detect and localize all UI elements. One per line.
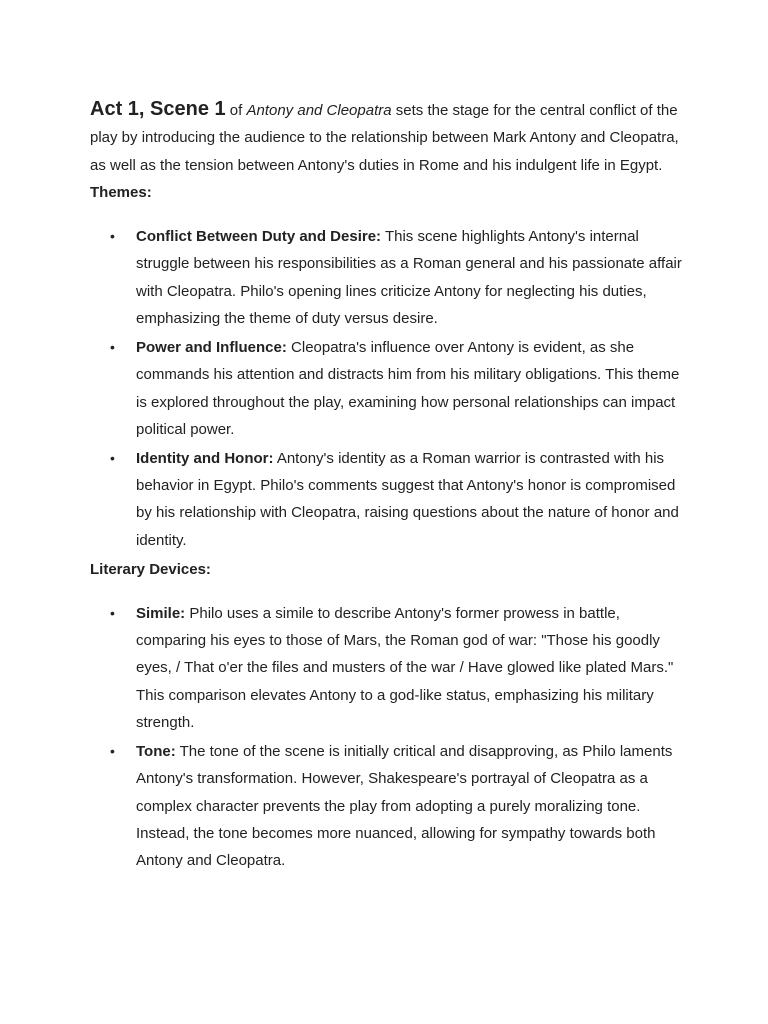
item-text: Philo uses a simile to describe Antony's former prowess in battle, comparing his eyes to those of Mars, the Roman god of war: "Those his goodly eyes, / That o'er the files and musters of the war / Have glowed like plated Mars." This comparison elevates Antony to a god-like status, emphasizing his military strength. (136, 604, 674, 732)
list-item (90, 445, 682, 554)
bullet-icon: • (110, 228, 115, 245)
item-text: Antony's identity as a Roman warrior is contrasted with his behavior in Egypt. Philo's comments suggest that Antony's honor is compromised by his relationship with Cleopatra, raising questions about the nature of honor and identity. (136, 449, 679, 549)
intro-paragraph (90, 96, 682, 179)
item-term: Tone: (136, 742, 176, 760)
list-item (90, 334, 682, 443)
intro-connector: of (225, 102, 247, 119)
item-term: Power and Influence: (136, 338, 287, 356)
bullet-icon: • (110, 338, 115, 355)
item-text: This scene highlights Antony's internal struggle between his responsibilities as a Roman general and his passionate affair with Cleopatra. Philo's opening lines criticize Antony for neglecting his duties, emphasizing the theme of duty versus desire. (136, 228, 682, 328)
item-term: Identity and Honor: (136, 449, 274, 467)
themes-list (90, 223, 682, 554)
document-body (90, 96, 682, 876)
literary-devices-heading: Literary Devices: (90, 560, 211, 578)
item-term: Simile: (136, 604, 186, 622)
list-item (90, 600, 682, 736)
literary-devices-list (90, 600, 682, 875)
item-term: Conflict Between Duty and Desire: (136, 228, 382, 246)
scene-heading: Act 1, Scene 1 (90, 98, 226, 120)
intro-text: sets the stage for the central conflict of the play by introducing the audience to the relationship between Mark Antony and Cleopatra, as well as the tension between Antony's duties in Rome and his indulgent life in Egypt. (90, 102, 679, 174)
themes-heading: Themes: (90, 183, 152, 201)
bullet-icon: • (110, 604, 115, 621)
item-text: Cleopatra's influence over Antony is evident, as she commands his attention and distracts him from his military obligations. This theme is explored throughout the play, examining how personal relationships can impact political power. (136, 338, 680, 438)
play-title: Antony and Cleopatra (246, 102, 392, 119)
item-text: The tone of the scene is initially critical and disapproving, as Philo laments Antony's transformation. However, Shakespeare's portrayal of Cleopatra as a complex character prevents the play from adopting a purely moralizing tone. Instead, the tone becomes more nuanced, allowing for sympathy towards both Antony and Cleopatra. (136, 742, 673, 870)
list-item (90, 223, 682, 332)
bullet-icon: • (110, 449, 115, 466)
bullet-icon: • (110, 742, 115, 759)
list-item (90, 738, 682, 874)
